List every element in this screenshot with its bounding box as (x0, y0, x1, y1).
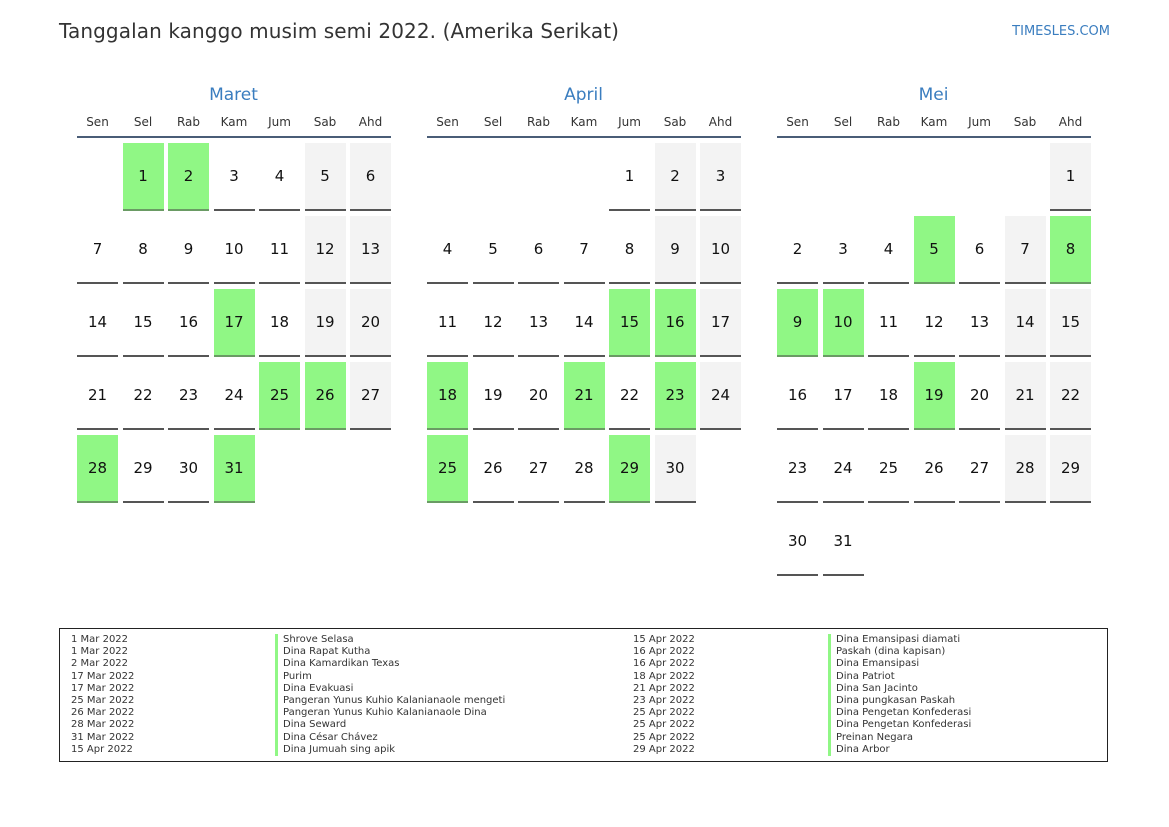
holiday-name: Dina Pengetan Konfederasi (828, 707, 971, 719)
holiday-name: Pangeran Yunus Kuhio Kalanianaole mengeti (275, 695, 505, 707)
day-cell: 2 (655, 143, 696, 211)
weekday-label: Sen (436, 115, 459, 129)
weekday-label: Rab (526, 115, 551, 129)
holiday-name: Dina Pengetan Konfederasi (828, 719, 971, 731)
empty-cell (564, 143, 605, 209)
holiday-name: Dina Kamardikan Texas (275, 658, 505, 670)
weekday-label: Sab (663, 115, 687, 129)
empty-cell (77, 143, 118, 209)
day-cell: 3 (214, 143, 255, 211)
day-cell: 5 (305, 143, 346, 211)
month-title: April (564, 85, 603, 105)
weekday-label: Kam (920, 115, 948, 129)
holiday-name: Shrove Selasa (275, 634, 505, 646)
day-cell: 19 (473, 362, 514, 430)
day-cell: 1 (609, 143, 650, 211)
day-cell: 10 (700, 216, 741, 284)
holiday-day-cell: 26 (305, 362, 346, 430)
holiday-name: Dina Jumuah sing apik (275, 744, 505, 756)
holiday-day-cell: 9 (777, 289, 818, 357)
weekday-header (427, 108, 741, 138)
day-cell: 4 (259, 143, 300, 211)
holiday-day-cell: 25 (427, 435, 468, 503)
holiday-name: Preinan Negara (828, 732, 971, 744)
holiday-date: 29 Apr 2022 (633, 743, 695, 755)
site-link[interactable]: TIMESLES.COM (1012, 24, 1110, 39)
day-cell: 13 (350, 216, 391, 284)
weekday-label: Ahd (1058, 115, 1083, 129)
holiday-date: 31 Mar 2022 (71, 731, 135, 743)
weekday-label: Kam (220, 115, 248, 129)
day-cell: 17 (823, 362, 864, 430)
holiday-name: Dina Emansipasi diamati (828, 634, 971, 646)
month-title: Mei (918, 85, 949, 105)
day-cell: 9 (168, 216, 209, 284)
day-cell: 1 (1050, 143, 1091, 211)
day-cell: 23 (777, 435, 818, 503)
day-cell: 30 (655, 435, 696, 503)
month-title: Maret (209, 85, 258, 105)
day-cell: 24 (214, 362, 255, 430)
day-cell: 3 (700, 143, 741, 211)
day-cell: 12 (914, 289, 955, 357)
holiday-day-cell: 16 (655, 289, 696, 357)
weekday-label: Sab (1013, 115, 1037, 129)
day-cell: 11 (868, 289, 909, 357)
weekday-label: Sel (483, 115, 503, 129)
holiday-name: Purim (275, 671, 505, 683)
holiday-day-cell: 5 (914, 216, 955, 284)
day-cell: 21 (1005, 362, 1046, 430)
day-cell: 16 (168, 289, 209, 357)
empty-cell (914, 143, 955, 209)
weekday-label: Ahd (708, 115, 733, 129)
day-cell: 6 (518, 216, 559, 284)
weekday-label: Sen (786, 115, 809, 129)
empty-cell (427, 143, 468, 209)
holiday-dates-right (633, 634, 695, 756)
holiday-date: 15 Apr 2022 (633, 634, 695, 645)
day-cell: 23 (168, 362, 209, 430)
empty-cell (823, 143, 864, 209)
holiday-name: Paskah (dina kapisan) (828, 646, 971, 658)
holiday-date: 25 Mar 2022 (71, 694, 135, 706)
holiday-day-cell: 17 (214, 289, 255, 357)
holiday-day-cell: 25 (259, 362, 300, 430)
day-cell: 7 (564, 216, 605, 284)
holiday-name: Dina Emansipasi (828, 658, 971, 670)
day-cell: 20 (959, 362, 1000, 430)
holiday-name: Pangeran Yunus Kuhio Kalanianaole Dina (275, 707, 505, 719)
day-cell: 17 (700, 289, 741, 357)
holiday-day-cell: 21 (564, 362, 605, 430)
day-cell: 19 (305, 289, 346, 357)
empty-cell (777, 143, 818, 209)
day-cell: 3 (823, 216, 864, 284)
day-cell: 18 (259, 289, 300, 357)
day-cell: 27 (350, 362, 391, 430)
holiday-date: 15 Apr 2022 (71, 743, 133, 755)
empty-cell (518, 143, 559, 209)
day-cell: 24 (700, 362, 741, 430)
weekday-label: Rab (876, 115, 901, 129)
holiday-name: Dina César Chávez (275, 732, 505, 744)
empty-cell (959, 143, 1000, 209)
month-maret (77, 82, 393, 503)
holiday-date: 1 Mar 2022 (71, 634, 129, 645)
holiday-name: Dina Patriot (828, 671, 971, 683)
holiday-date: 16 Apr 2022 (633, 646, 695, 658)
holiday-date: 25 Apr 2022 (633, 719, 695, 731)
weekday-label: Jum (268, 115, 291, 129)
day-cell: 6 (350, 143, 391, 211)
day-cell: 26 (914, 435, 955, 503)
empty-cell (1005, 143, 1046, 209)
holiday-day-cell: 2 (168, 143, 209, 211)
day-cell: 11 (427, 289, 468, 357)
day-cell: 18 (868, 362, 909, 430)
holiday-day-cell: 28 (77, 435, 118, 503)
day-cell: 30 (777, 508, 818, 576)
day-cell: 28 (564, 435, 605, 503)
weekday-label: Sel (133, 115, 153, 129)
holiday-day-cell: 29 (609, 435, 650, 503)
day-cell: 20 (350, 289, 391, 357)
holiday-name: Dina Rapat Kutha (275, 646, 505, 658)
day-cell: 27 (959, 435, 1000, 503)
holiday-list (59, 628, 1108, 762)
holiday-day-cell: 19 (914, 362, 955, 430)
holiday-day-cell: 23 (655, 362, 696, 430)
holiday-day-cell: 1 (123, 143, 164, 211)
day-cell: 24 (823, 435, 864, 503)
holiday-dates-left (71, 634, 134, 756)
holiday-name: Dina pungkasan Paskah (828, 695, 971, 707)
holiday-name: Dina Evakuasi (275, 683, 505, 695)
day-cell: 16 (777, 362, 818, 430)
holiday-day-cell: 31 (214, 435, 255, 503)
day-cell: 13 (959, 289, 1000, 357)
day-cell: 13 (518, 289, 559, 357)
holiday-date: 17 Mar 2022 (71, 682, 135, 694)
weekday-label: Jum (968, 115, 991, 129)
day-cell: 20 (518, 362, 559, 430)
day-cell: 14 (564, 289, 605, 357)
day-cell: 2 (777, 216, 818, 284)
day-cell: 10 (214, 216, 255, 284)
day-cell: 12 (305, 216, 346, 284)
day-cell: 5 (473, 216, 514, 284)
holiday-date: 18 Apr 2022 (633, 670, 695, 682)
holiday-names-left (275, 634, 505, 756)
day-cell: 4 (868, 216, 909, 284)
day-cell: 29 (1050, 435, 1091, 503)
holiday-name: Dina Arbor (828, 744, 971, 756)
empty-cell (868, 143, 909, 209)
day-cell: 28 (1005, 435, 1046, 503)
day-cell: 21 (77, 362, 118, 430)
weekday-header (77, 108, 391, 138)
weekday-header (777, 108, 1091, 138)
month-mei (777, 82, 1093, 576)
weekday-label: Jum (618, 115, 641, 129)
day-cell: 14 (77, 289, 118, 357)
day-grid (427, 143, 743, 503)
day-grid (77, 143, 393, 503)
holiday-names-right (828, 634, 971, 756)
holiday-date: 25 Apr 2022 (633, 731, 695, 743)
page-title: Tanggalan kanggo musim semi 2022. (Amerika Serikat) (59, 19, 620, 43)
day-cell: 25 (868, 435, 909, 503)
holiday-date: 25 Apr 2022 (633, 707, 695, 719)
holiday-date: 16 Apr 2022 (633, 658, 695, 670)
day-cell: 26 (473, 435, 514, 503)
weekday-label: Sab (313, 115, 337, 129)
day-cell: 22 (609, 362, 650, 430)
holiday-day-cell: 10 (823, 289, 864, 357)
holiday-name: Dina Seward (275, 719, 505, 731)
empty-cell (473, 143, 514, 209)
day-grid (777, 143, 1093, 576)
holiday-date: 1 Mar 2022 (71, 646, 129, 658)
holiday-date: 26 Mar 2022 (71, 707, 135, 719)
holiday-name: Dina San Jacinto (828, 683, 971, 695)
day-cell: 27 (518, 435, 559, 503)
weekday-label: Sel (833, 115, 853, 129)
holiday-date: 2 Mar 2022 (71, 658, 129, 670)
day-cell: 6 (959, 216, 1000, 284)
day-cell: 9 (655, 216, 696, 284)
day-cell: 14 (1005, 289, 1046, 357)
day-cell: 15 (123, 289, 164, 357)
holiday-day-cell: 8 (1050, 216, 1091, 284)
day-cell: 12 (473, 289, 514, 357)
holiday-date: 28 Mar 2022 (71, 719, 135, 731)
holiday-day-cell: 18 (427, 362, 468, 430)
day-cell: 4 (427, 216, 468, 284)
holiday-day-cell: 15 (609, 289, 650, 357)
month-april (427, 82, 743, 503)
day-cell: 8 (123, 216, 164, 284)
day-cell: 22 (123, 362, 164, 430)
day-cell: 8 (609, 216, 650, 284)
day-cell: 22 (1050, 362, 1091, 430)
day-cell: 7 (1005, 216, 1046, 284)
holiday-date: 21 Apr 2022 (633, 682, 695, 694)
day-cell: 29 (123, 435, 164, 503)
holiday-date: 23 Apr 2022 (633, 694, 695, 706)
holiday-date: 17 Mar 2022 (71, 670, 135, 682)
day-cell: 11 (259, 216, 300, 284)
day-cell: 31 (823, 508, 864, 576)
day-cell: 15 (1050, 289, 1091, 357)
weekday-label: Sen (86, 115, 109, 129)
day-cell: 30 (168, 435, 209, 503)
weekday-label: Kam (570, 115, 598, 129)
day-cell: 7 (77, 216, 118, 284)
weekday-label: Rab (176, 115, 201, 129)
weekday-label: Ahd (358, 115, 383, 129)
